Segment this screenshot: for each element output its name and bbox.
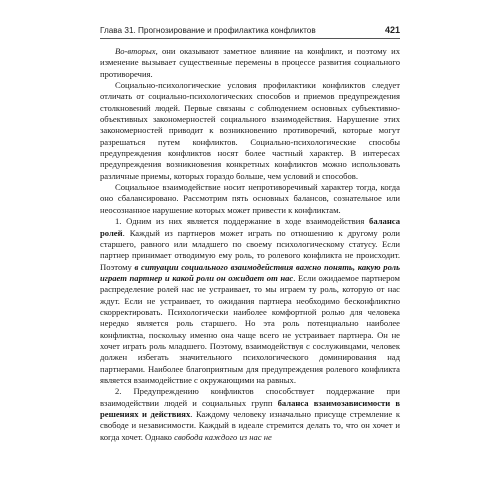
text-run: . Каждый из партнеров может играть по отношению к другому роли старшего, равного или младшего по своему психологическому статусу. Если партнер принимает отводимую ему роль, то ролевого конфликта не происходит. Поэтому (100, 227, 400, 272)
chapter-title: Глава 31. Прогнозирование и профилактика конфликтов (100, 26, 316, 35)
text-run: Социально-психологические условия профилактики конфликтов следует отличать от социально-психологических способов и приемов предупреждения столкновений людей. Первые связаны с соблюдением основных субъективно-объективных закономерностей социального взаимодействия. Нарушение этих закономерностей приводит к возникновению противоречий, которые могут разрешаться путем конфликтов. Социально-психологические способы предупреждения конфликтов носят более частный характер. В интересах предупреждения возникновения конкретных конфликтов можно использовать различные приемы, которых гораздо больше, чем условий и способов. (100, 80, 400, 181)
text-run: Социальное взаимодействие носит непротиворечивый характер тогда, когда оно сбалансировано. Рассмотрим пять основных балансов, сознательное или неосознанное нарушение которых может привести к конфликтам. (100, 182, 400, 215)
text-run: 1. Одним из них является поддержание в ходе взаимодействия (115, 216, 370, 227)
text-run: 2. Предупреждению конфликтов способствует поддержание при взаимодействии людей и социальных групп (100, 386, 400, 408)
emphasis-text: в ситуации социального взаимодействия важно понять, какую роль играет партнер и какой роли он ожидает от нас (100, 261, 400, 283)
paragraph (100, 386, 400, 443)
paragraph (100, 46, 400, 80)
emphasis-text: Во-вторых (115, 46, 156, 56)
emphasis-text: баланса ролей (100, 216, 400, 238)
body-text (100, 46, 400, 443)
text-run: . Каждому человеку изначально присуще стремление к свободе и независимости. Каждый в идеале стремится делать то, что он хочет и когда хочет. Однако (100, 409, 400, 442)
paragraph (100, 80, 400, 182)
paragraph (100, 216, 400, 386)
emphasis-text: свобода каждого из нас не (174, 431, 272, 442)
emphasis-text: баланса взаимозависимости в решениях и действиях (100, 397, 400, 419)
header-rule (100, 38, 400, 39)
text-run: , они оказывают заметное влияние на конфликт, и поэтому их изменение вызывает существенные перемены в процессе развития социального противоречия. (100, 46, 400, 79)
running-header (100, 24, 400, 38)
paragraph (100, 182, 400, 216)
text-run: . Если ожидаемое партнером распределение ролей нас не устраивает, то мы играем ту роль, которую от нас ждут. Если не устраивает, то ожидания партнера необходимо бесконфликтно скорректировать. Психологически наиболее комфортной ролью для человека нередко является роль старшего. Но эта роль потенциально наиболее конфликтна, поскольку именно она чаще всего не устраивает партнера. Он не хочет играть роль младшего. Поэтому, взаимодействуя с сослуживцами, человек должен избегать значительного психологического доминирования над партнерами. Наиболее благоприятным для предупреждения ролевого конфликта является взаимодействие с окружающими на равных. (100, 272, 400, 385)
page-number: 421 (384, 25, 400, 35)
